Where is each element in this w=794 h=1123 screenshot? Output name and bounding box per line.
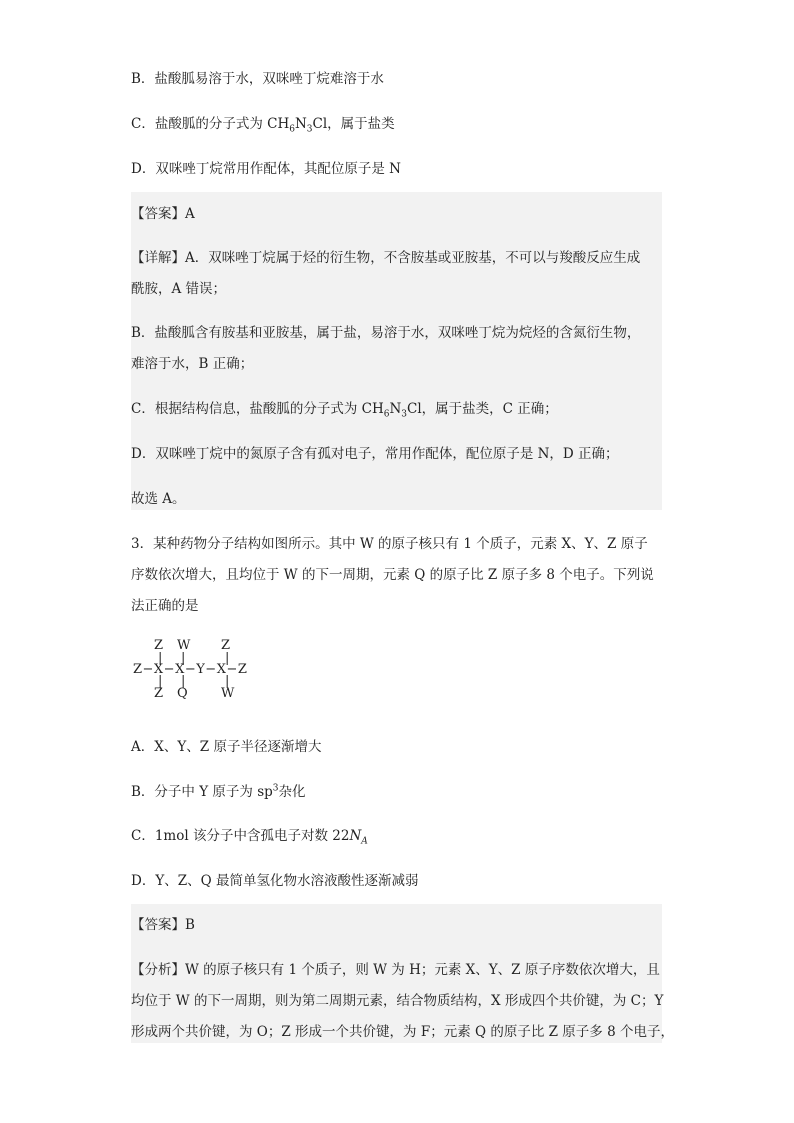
atom-label: Z: [154, 686, 164, 701]
atom-label: Z: [221, 638, 231, 653]
option-b: B．分子中 Y 原子为 $sp^3$杂化: [131, 783, 306, 800]
bond: |: [158, 674, 163, 689]
option-d: D．Y、Z、Q 最简单氢化物水溶液酸性逐渐减弱: [131, 873, 419, 889]
explanation-line: 【详解】A．双咪唑丁烷属于烃的衍生物，不含胺基或亚胺基，不可以与羧酸反应生成: [131, 250, 641, 266]
question-text: 3．某种药物分子结构如图所示。其中 W 的原子核只有 1 个质子，元素 X、Y、Z 原子: [131, 536, 648, 552]
option-b: B．盐酸胍易溶于水，双咪唑丁烷难溶于水: [131, 71, 384, 87]
explanation-line: C．根据结构信息，盐酸胍的分子式为 $CH_6N_3Cl$，属于盐类，C 正确；: [131, 401, 558, 420]
atom-label: Z: [154, 638, 164, 653]
bond: |: [225, 674, 230, 689]
analysis-line: 均位于 W 的下一周期，则为第二周期元素，结合物质结构，X 形成四个共价键，为 C；Y: [131, 993, 664, 1009]
option-a: A．X、Y、Z 原子半径逐渐增大: [131, 739, 322, 755]
atom-label: W: [177, 638, 191, 653]
atom-label: Q: [177, 686, 188, 701]
bond: |: [158, 651, 163, 666]
option-d: D．双咪唑丁烷常用作配体，其配位原子是 N: [131, 161, 401, 177]
explanation-line: 难溶于水，B 正确；: [131, 356, 254, 372]
question-text: 序数依次增大，且均位于 W 的下一周期，元素 Q 的原子比 Z 原子多 8 个电子。下列说: [131, 567, 654, 583]
bond: |: [225, 651, 230, 666]
molecule-chain: Z−X−X−Y−X−Z: [133, 662, 248, 677]
option-c: C．盐酸胍的分子式为 $CH_6N_3Cl$，属于盐类: [131, 116, 395, 135]
answer-label: 【答案】B: [131, 917, 195, 933]
answer-block-1: [131, 192, 662, 510]
atom-label: W: [221, 686, 235, 701]
bond: |: [181, 674, 186, 689]
explanation-line: 酰胺，A 错误；: [131, 281, 227, 297]
analysis-line: 【分析】W 的原子核只有 1 个质子，则 W 为 H；元素 X、Y、Z 原子序数依次增大，且: [131, 962, 660, 978]
explanation-line: D．双咪唑丁烷中的氮原子含有孤对电子，常用作配体，配位原子是 N，D 正确；: [131, 446, 619, 462]
bond: |: [181, 651, 186, 666]
explanation-line: 故选 A。: [131, 491, 186, 507]
answer-label: 【答案】A: [131, 206, 195, 222]
explanation-line: B．盐酸胍含有胺基和亚胺基，属于盐，易溶于水，双咪唑丁烷为烷烃的含氮衍生物，: [131, 325, 641, 341]
option-c: C．1mol 该分子中含孤电子对数 $22N_A$: [131, 828, 368, 847]
analysis-line: 形成两个共价键，为 O；Z 形成一个共价键，为 F；元素 Q 的原子比 Z 原子多 8 个电子，: [131, 1024, 674, 1040]
question-text: 法正确的是: [131, 598, 199, 614]
molecule-structure: [131, 636, 271, 706]
